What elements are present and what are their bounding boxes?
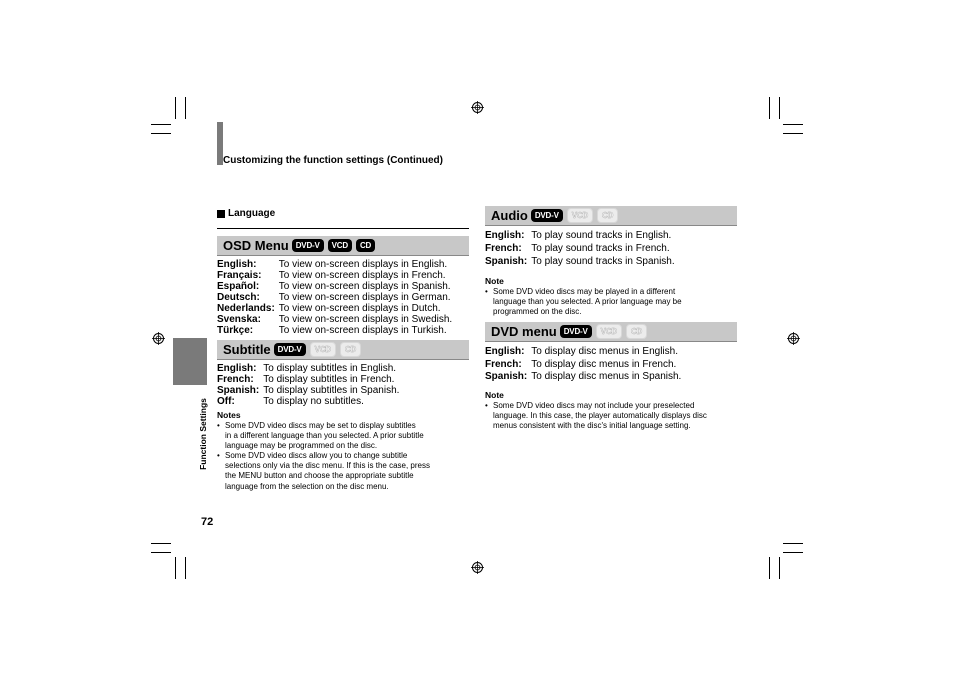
- definition-key: English:: [485, 230, 525, 241]
- note-line: Some DVD video discs allow you to change subtitle: [225, 451, 408, 460]
- definition-row: [485, 346, 681, 359]
- audio-note-title: Note: [485, 276, 504, 286]
- language-heading-text: Language: [228, 208, 276, 219]
- bullet-icon: •: [217, 451, 220, 460]
- dvd-video-badge: DVD-V: [560, 325, 592, 338]
- definition-desc: To play sound tracks in Spanish.: [531, 255, 675, 267]
- cd-badge: CD: [356, 239, 375, 252]
- osd-menu-title: OSD Menu: [223, 238, 289, 253]
- definition-row: [217, 292, 452, 303]
- subtitle-title: Subtitle: [223, 342, 271, 357]
- divider: [217, 228, 469, 229]
- dvd-menu-list: [485, 346, 681, 384]
- definition-row: [217, 396, 399, 407]
- definition-key: English:: [217, 363, 257, 374]
- definition-row: [485, 256, 675, 269]
- dvd-video-badge: DVD-V: [292, 239, 324, 252]
- side-label: Function Settings: [198, 398, 208, 470]
- definition-key: French:: [485, 242, 522, 254]
- definition-desc: To display no subtitles.: [263, 396, 364, 407]
- definition-key: French:: [217, 374, 254, 385]
- note-line: in a different language than you selected. A prior subtitle: [225, 431, 424, 441]
- note-line: Some DVD video discs may not include your preselected: [493, 401, 695, 410]
- definition-row: [485, 359, 681, 372]
- dvd-menu-note-title: Note: [485, 390, 504, 400]
- note-line: the MENU button and choose the appropriate subtitle: [225, 471, 414, 481]
- definition-row: [217, 325, 452, 336]
- definition-desc: To play sound tracks in English.: [531, 230, 672, 241]
- note-line: menus consistent with the disc's initial language setting.: [493, 421, 691, 431]
- definition-key: Español:: [217, 281, 260, 292]
- osd-menu-list: [217, 259, 452, 336]
- definition-row: [217, 270, 452, 281]
- definition-row: [485, 230, 675, 243]
- audio-list: [485, 230, 675, 268]
- vcd-badge-inactive: VCD: [567, 208, 593, 223]
- definition-key: Deutsch:: [217, 292, 260, 303]
- note-line: language than you selected. A prior language may be: [493, 297, 682, 307]
- definition-row: [217, 259, 452, 270]
- page-header: Customizing the function settings (Continued): [223, 155, 443, 166]
- definition-desc: To display subtitles in Spanish.: [263, 385, 400, 396]
- note-line: programmed on the disc.: [493, 307, 582, 317]
- dvd-menu-note: • Some DVD video discs may not include your preselected language. In this case, the player automatically displays disc menus consistent with the disc's initial language setting.: [485, 401, 745, 432]
- definition-row: [217, 363, 399, 374]
- registration-mark-icon: [787, 332, 800, 345]
- note-line: language. In this case, the player automatically displays disc: [493, 411, 707, 421]
- audio-title: Audio: [491, 208, 528, 223]
- registration-mark-icon: [471, 561, 484, 574]
- language-heading: [217, 208, 275, 219]
- note-line: Some DVD video discs may be set to display subtitles: [225, 421, 416, 430]
- osd-menu-bar: [217, 236, 469, 256]
- subtitle-notes-title: Notes: [217, 410, 241, 420]
- cd-badge-inactive: CD: [340, 342, 361, 357]
- cd-badge-inactive: CD: [597, 208, 618, 223]
- vcd-badge-inactive: VCD: [310, 342, 336, 357]
- definition-desc: To play sound tracks in French.: [531, 242, 670, 254]
- definition-row: [217, 374, 399, 385]
- definition-row: [217, 281, 452, 292]
- dvd-video-badge: DVD-V: [274, 343, 306, 356]
- note-line: language may be programmed on the disc.: [225, 441, 378, 451]
- definition-key: Nederlands:: [217, 303, 275, 314]
- definition-desc: To display subtitles in English.: [263, 363, 397, 374]
- definition-desc: To view on-screen displays in Turkish.: [278, 325, 447, 336]
- definition-desc: To view on-screen displays in English.: [278, 259, 448, 270]
- definition-key: English:: [485, 346, 525, 357]
- note-item: [217, 421, 467, 452]
- definition-key: Français:: [217, 270, 262, 281]
- square-bullet-icon: [217, 210, 225, 218]
- note-line: Some DVD video discs may be played in a different: [493, 287, 676, 296]
- note-item: [217, 451, 467, 492]
- registration-mark-icon: [471, 101, 484, 114]
- bullet-icon: •: [217, 421, 220, 430]
- subtitle-bar: [217, 340, 469, 360]
- definition-key: Spanish:: [217, 385, 260, 396]
- definition-key: Spanish:: [485, 255, 528, 267]
- definition-key: Türkçe:: [217, 325, 254, 336]
- registration-mark-icon: [152, 332, 165, 345]
- dvd-video-badge: DVD-V: [531, 209, 563, 222]
- definition-key: Off:: [217, 396, 235, 407]
- definition-row: [485, 243, 675, 256]
- dvd-menu-title: DVD menu: [491, 324, 557, 339]
- definition-key: English:: [217, 259, 257, 270]
- definition-desc: To view on-screen displays in French.: [278, 270, 446, 281]
- definition-key: French:: [485, 358, 522, 370]
- definition-desc: To view on-screen displays in German.: [278, 292, 451, 303]
- definition-row: [217, 314, 452, 325]
- definition-desc: To display subtitles in French.: [263, 374, 395, 385]
- definition-desc: To display disc menus in Spanish.: [531, 371, 682, 382]
- definition-desc: To view on-screen displays in Swedish.: [278, 314, 453, 325]
- definition-row: [217, 303, 452, 314]
- vcd-badge: VCD: [328, 239, 352, 252]
- definition-desc: To view on-screen displays in Dutch.: [278, 303, 441, 314]
- definition-desc: To display disc menus in English.: [531, 346, 678, 357]
- side-tab: [173, 338, 207, 385]
- note-line: selections only via the disc menu. If this is the case, press: [225, 461, 430, 471]
- audio-bar: [485, 206, 737, 226]
- definition-row: [217, 385, 399, 396]
- subtitle-list: [217, 363, 399, 407]
- definition-row: [485, 371, 681, 384]
- cd-badge-inactive: CD: [626, 324, 647, 339]
- definition-desc: To view on-screen displays in Spanish.: [278, 281, 451, 292]
- definition-desc: To display disc menus in French.: [531, 358, 677, 370]
- dvd-menu-bar: [485, 322, 737, 342]
- audio-note: • Some DVD video discs may be played in a different language than you selected. A prior language may be programmed on the disc.: [485, 287, 745, 318]
- note-line: language from the selection on the disc menu.: [225, 481, 389, 491]
- definition-key: Svenska:: [217, 314, 261, 325]
- definition-key: Spanish:: [485, 371, 528, 382]
- page-number: 72: [201, 516, 214, 528]
- vcd-badge-inactive: VCD: [596, 324, 622, 339]
